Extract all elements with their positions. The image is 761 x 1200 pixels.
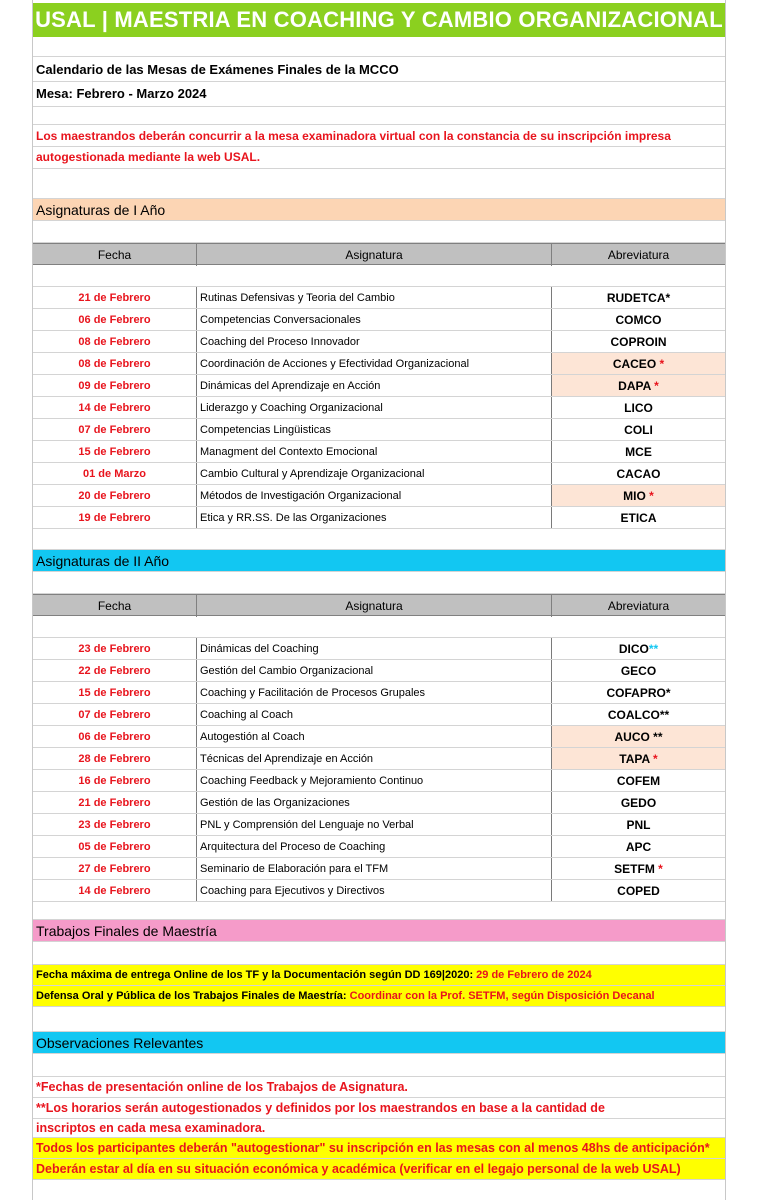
- cell-abreviatura: [552, 638, 725, 659]
- tfm-defense-value: Coordinar con la Prof. SETFM, según Disposición Decanal: [349, 990, 655, 1002]
- cell-fecha: 06 de Febrero: [33, 726, 197, 747]
- blank-row: [33, 902, 725, 920]
- table-row: [33, 287, 725, 309]
- abbrev-mark: *: [649, 752, 658, 766]
- cell-asignatura: Coaching para Ejecutivos y Directivos: [197, 880, 552, 901]
- table-row: [33, 309, 725, 331]
- cell-abreviatura: [552, 441, 725, 462]
- table-header-year-2: [33, 594, 725, 616]
- cell-fecha: 09 de Febrero: [33, 375, 197, 396]
- cell-fecha: 21 de Febrero: [33, 792, 197, 813]
- abbrev-code: ETICA: [620, 511, 657, 525]
- cell-fecha: 27 de Febrero: [33, 858, 197, 879]
- cell-fecha: 28 de Febrero: [33, 748, 197, 769]
- table-row: [33, 748, 725, 770]
- cell-asignatura: Competencias Lingüisticas: [197, 419, 552, 440]
- header-abreviatura: Abreviatura: [607, 248, 670, 262]
- header-asignatura: Asignatura: [197, 595, 552, 617]
- cell-fecha: 05 de Febrero: [33, 836, 197, 857]
- table-row: [33, 770, 725, 792]
- cell-asignatura: Rutinas Defensivas y Teoria del Cambio: [197, 287, 552, 308]
- table-row: [33, 331, 725, 353]
- cell-fecha: 08 de Febrero: [33, 331, 197, 352]
- cell-fecha: 22 de Febrero: [33, 660, 197, 681]
- cell-abreviatura: [552, 507, 725, 528]
- abbrev-code: PNL: [626, 818, 651, 832]
- cell-fecha: 23 de Febrero: [33, 814, 197, 835]
- blank-row: [33, 529, 725, 550]
- blank-row: [33, 1007, 725, 1032]
- obs-line-3: inscriptos en cada mesa examinadora.: [33, 1119, 725, 1138]
- abbrev-code: DAPA: [618, 379, 651, 393]
- abbrev-code: RUDETCA: [606, 291, 666, 305]
- cell-asignatura: Coaching del Proceso Innovador: [197, 331, 552, 352]
- cell-fecha: 14 de Febrero: [33, 880, 197, 901]
- cell-abreviatura: [552, 331, 725, 352]
- cell-asignatura: Gestión del Cambio Organizacional: [197, 660, 552, 681]
- cell-asignatura: Cambio Cultural y Aprendizaje Organizacional: [197, 463, 552, 484]
- obs-line-5: Deberán estar al día en su situación económica y académica (verificar en el legajo personal de la web USAL): [33, 1159, 725, 1180]
- cell-fecha: 15 de Febrero: [33, 682, 197, 703]
- blank-row: [33, 1054, 725, 1077]
- cell-fecha: 20 de Febrero: [33, 485, 197, 506]
- cell-fecha: 21 de Febrero: [33, 287, 197, 308]
- abbrev-code: COALCO: [607, 708, 660, 722]
- section-tfm: Trabajos Finales de Maestría: [33, 920, 725, 942]
- cell-asignatura: Autogestión al Coach: [197, 726, 552, 747]
- table-row: [33, 507, 725, 529]
- table-row: [33, 880, 725, 902]
- abbrev-code: CACAO: [616, 467, 661, 481]
- cell-asignatura: Dinámicas del Aprendizaje en Acción: [197, 375, 552, 396]
- blank-row: [33, 107, 725, 125]
- cell-abreviatura: [552, 792, 725, 813]
- notice-row-2: [33, 147, 725, 169]
- header-fecha: Fecha: [33, 595, 197, 617]
- blank-row: [33, 1180, 725, 1200]
- blank-row: [33, 572, 725, 594]
- cell-fecha: 23 de Febrero: [33, 638, 197, 659]
- cell-fecha: 15 de Febrero: [33, 441, 197, 462]
- tfm-deadline: [33, 965, 725, 986]
- table-row: [33, 441, 725, 463]
- cell-abreviatura: [552, 704, 725, 725]
- tfm-defense-label: Defensa Oral y Pública de los Trabajos Finales de Maestría:: [36, 990, 350, 1002]
- page-title: USAL | MAESTRIA EN COACHING Y CAMBIO ORGANIZACIONAL: [33, 3, 725, 37]
- obs-line-2: **Los horarios serán autogestionados y definidos por los maestrandos en base a la cantidad de: [33, 1098, 725, 1119]
- abbrev-mark: *: [654, 862, 663, 876]
- abbrev-code: COLI: [624, 423, 653, 437]
- abbrev-code: CACEO: [612, 357, 657, 371]
- cell-asignatura: PNL y Comprensión del Lenguaje no Verbal: [197, 814, 552, 835]
- cell-asignatura: Gestión de las Organizaciones: [197, 792, 552, 813]
- cell-abreviatura: [552, 880, 725, 901]
- abbrev-code: COFEM: [616, 774, 661, 788]
- abbrev-code: COFAPRO: [606, 686, 666, 700]
- header-abreviatura: Abreviatura: [607, 599, 670, 613]
- table-row: [33, 814, 725, 836]
- abbrev-code: MIO: [623, 489, 646, 503]
- cell-fecha: 16 de Febrero: [33, 770, 197, 791]
- abbrev-code: LICO: [624, 401, 653, 415]
- table-row: [33, 836, 725, 858]
- header-fecha: Fecha: [33, 244, 197, 266]
- table-row: [33, 858, 725, 880]
- cell-abreviatura: [552, 287, 725, 308]
- abbrev-mark: **: [649, 730, 663, 744]
- cell-abreviatura: [552, 726, 725, 747]
- cell-abreviatura: [552, 814, 725, 835]
- table-header-year-1: [33, 243, 725, 265]
- tfm-defense: [33, 986, 725, 1007]
- tfm-deadline-label: Fecha máxima de entrega Online de los TF y la Documentación según DD 169|2020:: [36, 969, 477, 981]
- calendar-title: Calendario de las Mesas de Exámenes Finales de la MCCO: [36, 62, 399, 77]
- intro-row-1: [33, 57, 725, 82]
- abbrev-code: COPROIN: [610, 335, 667, 349]
- abbrev-mark: *: [656, 357, 665, 371]
- abbrev-code: MCE: [625, 445, 652, 459]
- cell-fecha: 14 de Febrero: [33, 397, 197, 418]
- exam-period: Mesa: Febrero - Marzo 2024: [36, 86, 207, 101]
- section-year-2: Asignaturas de II Año: [33, 550, 725, 572]
- cell-asignatura: Coaching Feedback y Mejoramiento Continuo: [197, 770, 552, 791]
- cell-asignatura: Arquitectura del Proceso de Coaching: [197, 836, 552, 857]
- cell-abreviatura: [552, 353, 725, 374]
- blank-row: [33, 37, 725, 57]
- blank-row: [33, 265, 725, 287]
- notice-line-1: Los maestrandos deberán concurrir a la mesa examinadora virtual con la constancia de su inscripción impresa: [36, 129, 671, 143]
- blank-row: [33, 169, 725, 199]
- tfm-deadline-value: 29 de Febrero de 2024: [476, 969, 592, 981]
- cell-abreviatura: [552, 419, 725, 440]
- notice-row-1: [33, 125, 725, 147]
- cell-asignatura: Técnicas del Aprendizaje en Acción: [197, 748, 552, 769]
- cell-abreviatura: [552, 375, 725, 396]
- abbrev-code: SETFM: [614, 862, 655, 876]
- table-row: [33, 638, 725, 660]
- blank-row: [33, 221, 725, 243]
- cell-asignatura: Métodos de Investigación Organizacional: [197, 485, 552, 506]
- cell-fecha: 01 de Marzo: [33, 463, 197, 484]
- table-row: [33, 463, 725, 485]
- obs-line-1: *Fechas de presentación online de los Trabajos de Asignatura.: [33, 1077, 725, 1098]
- cell-abreviatura: [552, 836, 725, 857]
- table-row: [33, 792, 725, 814]
- cell-abreviatura: [552, 463, 725, 484]
- cell-asignatura: Liderazgo y Coaching Organizacional: [197, 397, 552, 418]
- cell-asignatura: Competencias Conversacionales: [197, 309, 552, 330]
- abbrev-mark: *: [665, 686, 671, 700]
- cell-abreviatura: [552, 748, 725, 769]
- cell-asignatura: Coaching al Coach: [197, 704, 552, 725]
- abbrev-code: APC: [625, 840, 652, 854]
- section-observaciones: Observaciones Relevantes: [33, 1032, 725, 1054]
- cell-abreviatura: [552, 682, 725, 703]
- cell-asignatura: Dinámicas del Coaching: [197, 638, 552, 659]
- abbrev-code: COMCO: [615, 313, 662, 327]
- cell-abreviatura: [552, 770, 725, 791]
- cell-fecha: 07 de Febrero: [33, 419, 197, 440]
- table-row: [33, 397, 725, 419]
- cell-asignatura: Managment del Contexto Emocional: [197, 441, 552, 462]
- cell-asignatura: Coaching y Facilitación de Procesos Grupales: [197, 682, 552, 703]
- spreadsheet-sheet: [32, 0, 726, 1200]
- cell-abreviatura: [552, 485, 725, 506]
- abbrev-mark: *: [650, 379, 659, 393]
- table-row: [33, 682, 725, 704]
- abbrev-code: DICO: [618, 642, 649, 656]
- cell-fecha: 19 de Febrero: [33, 507, 197, 528]
- abbrev-mark: **: [648, 642, 659, 656]
- cell-fecha: 06 de Febrero: [33, 309, 197, 330]
- cell-fecha: 07 de Febrero: [33, 704, 197, 725]
- cell-asignatura: Coordinación de Acciones y Efectividad Organizacional: [197, 353, 552, 374]
- notice-line-2: autogestionada mediante la web USAL.: [36, 150, 261, 164]
- abbrev-mark: *: [645, 489, 654, 503]
- abbrev-code: AUCO: [614, 730, 650, 744]
- header-asignatura: Asignatura: [197, 244, 552, 266]
- abbrev-code: TAPA: [619, 752, 650, 766]
- table-row: [33, 353, 725, 375]
- abbrev-mark: *: [665, 291, 671, 305]
- blank-row: [33, 616, 725, 638]
- cell-asignatura: Seminario de Elaboración para el TFM: [197, 858, 552, 879]
- abbrev-code: GECO: [620, 664, 657, 678]
- obs-line-4: Todos los participantes deberán "autogestionar" su inscripción en las mesas con al menos 48hs de anticipación*: [33, 1138, 725, 1159]
- cell-fecha: 08 de Febrero: [33, 353, 197, 374]
- section-year-1: Asignaturas de I Año: [33, 199, 725, 221]
- abbrev-mark: **: [659, 708, 670, 722]
- cell-abreviatura: [552, 309, 725, 330]
- abbrev-code: GEDO: [620, 796, 657, 810]
- table-row: [33, 704, 725, 726]
- blank-row: [33, 942, 725, 965]
- table-row: [33, 726, 725, 748]
- cell-abreviatura: [552, 397, 725, 418]
- cell-abreviatura: [552, 660, 725, 681]
- table-row: [33, 375, 725, 397]
- abbrev-code: COPED: [617, 884, 660, 898]
- cell-abreviatura: [552, 858, 725, 879]
- table-row: [33, 485, 725, 507]
- table-row: [33, 419, 725, 441]
- intro-row-2: [33, 82, 725, 107]
- table-row: [33, 660, 725, 682]
- cell-asignatura: Etica y RR.SS. De las Organizaciones: [197, 507, 552, 528]
